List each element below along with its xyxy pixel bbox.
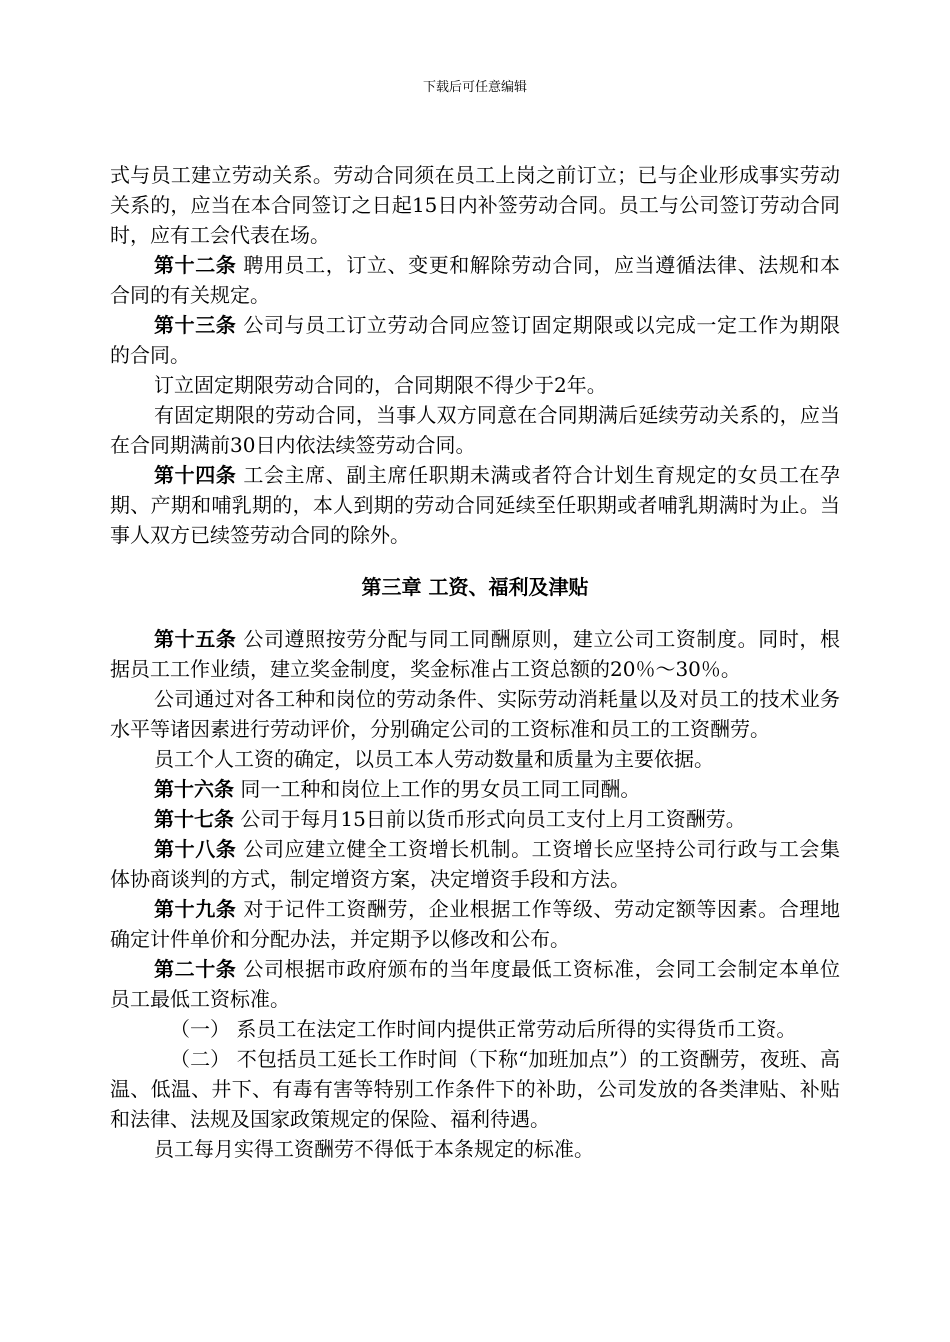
article-16	[110, 774, 840, 804]
list-item: （二） 不包括员工延长工作时间（下称“加班加点”）的工资酬劳，夜班、高温、低温、井下、有毒有害等特别工作条件下的补助，公司发放的各类津贴、补贴和法律、法规及国家政策规定的保险、福利待遇。	[110, 1047, 840, 1131]
document-body	[110, 160, 840, 1164]
article-text: 公司遵照按劳分配与同工同酬原则，建立公司工资制度。同时，根据员工工作业绩，建立奖金制度，奖金标准占工资总额的20％～30％。	[110, 627, 841, 681]
article-text: 对于记件工资酬劳，企业根据工作等级、劳动定额等因素。合理地确定计件单价和分配办法，并定期予以修改和公布。	[110, 897, 841, 951]
article-text: 同一工种和岗位上工作的男女员工同工同酬。	[234, 777, 641, 801]
article-text: 聘用员工，订立、变更和解除劳动合同，应当遵循法律、法规和本合同的有关规定。	[110, 253, 841, 307]
article-label: 第十七条	[154, 807, 234, 831]
article-label: 第十四条	[154, 463, 237, 487]
paragraph: 员工个人工资的确定，以员工本人劳动数量和质量为主要依据。	[154, 747, 714, 771]
article-label: 第十三条	[154, 313, 237, 337]
article-20	[110, 954, 840, 1014]
article-13	[110, 310, 840, 370]
article-label: 第十九条	[154, 897, 237, 921]
article-text: 公司于每月15日前以货币形式向员工支付上月工资酬劳。	[234, 807, 746, 831]
article-label: 第十六条	[154, 777, 234, 801]
article-12	[110, 250, 840, 310]
article-label: 第十二条	[154, 253, 237, 277]
chapter-heading: 第三章 工资、福利及津贴	[361, 575, 589, 599]
paragraph: 有固定期限的劳动合同，当事人双方同意在合同期满后延续劳动关系的，应当在合同期满前30日内依法续签劳动合同。	[110, 403, 840, 457]
article-15	[110, 624, 840, 684]
article-label: 第十五条	[154, 627, 237, 651]
paragraph: 订立固定期限劳动合同的，合同期限不得少于2年。	[154, 373, 607, 397]
article-19	[110, 894, 840, 954]
paragraph: 公司通过对各工种和岗位的劳动条件、实际劳动消耗量以及对员工的技术业务水平等诸因素进行劳动评价，分别确定公司的工资标准和员工的工资酬劳。	[110, 687, 840, 741]
article-18	[110, 834, 840, 894]
article-text: 公司根据市政府颁布的当年度最低工资标准，会同工会制定本单位员工最低工资标准。	[110, 957, 841, 1011]
article-text: 公司与员工订立劳动合同应签订固定期限或以完成一定工作为期限的合同。	[110, 313, 841, 367]
article-text: 公司应建立健全工资增长机制。工资增长应坚持公司行政与工会集体协商谈判的方式，制定增资方案，决定增资手段和方法。	[110, 837, 841, 891]
list-item: （一） 系员工在法定工作时间内提供正常劳动后所得的实得货币工资。	[170, 1017, 797, 1041]
article-14	[110, 460, 840, 550]
paragraph: 式与员工建立劳动关系。劳动合同须在员工上岗之前订立；已与企业形成事实劳动关系的，应当在本合同签订之日起15日内补签劳动合同。员工与公司签订劳动合同时，应有工会代表在场。	[110, 163, 840, 247]
page-header: 下载后可任意编辑	[422, 80, 527, 95]
article-17	[110, 804, 840, 834]
article-label: 第二十条	[154, 957, 237, 981]
paragraph: 员工每月实得工资酬劳不得低于本条规定的标准。	[154, 1137, 594, 1161]
article-text: 工会主席、副主席任职期未满或者符合计划生育规定的女员工在孕期、产期和哺乳期的，本人到期的劳动合同延续至任职期或者哺乳期满时为止。当事人双方已续签劳动合同的除外。	[110, 463, 841, 547]
article-label: 第十八条	[154, 837, 237, 861]
